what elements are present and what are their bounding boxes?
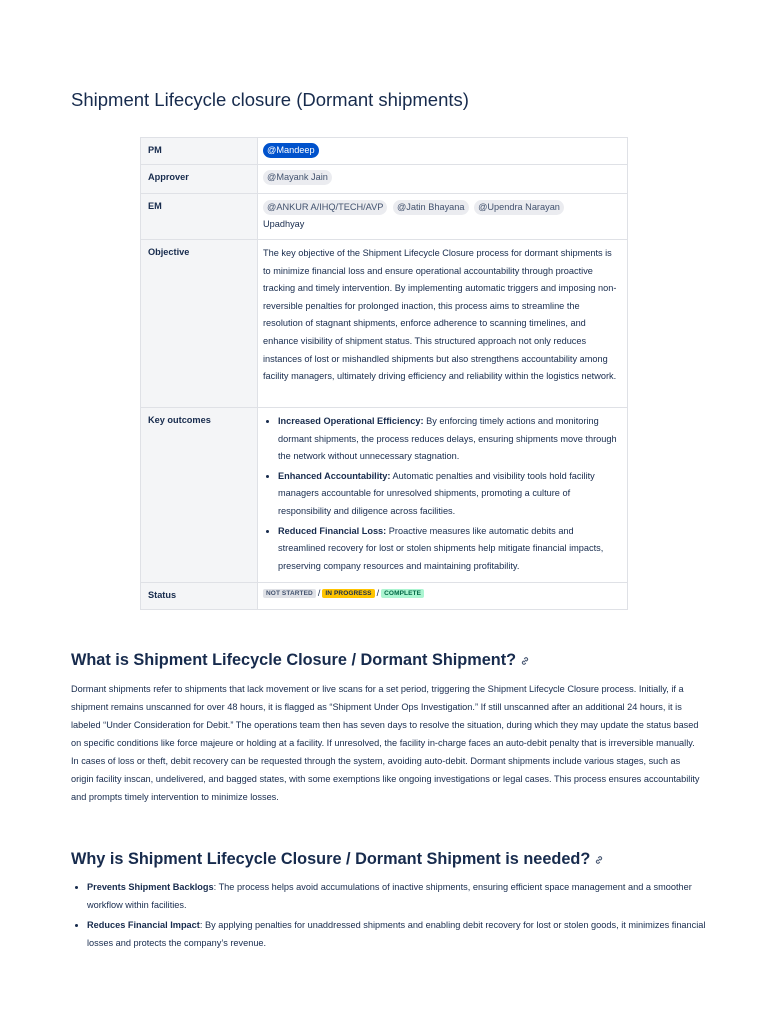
outcome-text: Automatic penalties and visibility tools hold facility managers accountable for unresolved shipments, promoting a culture of responsibility and diligence across facilities. <box>278 470 595 516</box>
user-mention-em-3[interactable]: @Upendra Narayan <box>474 200 564 215</box>
outcome-text: Proactive measures like automatic debits and streamlined recovery for lost or stolen shipments help mitigate financial impacts, preserving company resources and maintaining profitability. <box>278 525 604 571</box>
section-heading-why <box>71 850 604 869</box>
outcome-title: Reduced Financial Loss: <box>278 525 387 536</box>
section-heading-what <box>71 651 530 670</box>
status-badge-not-started: NOT STARTED <box>263 589 316 598</box>
table-row-pm <box>141 138 628 165</box>
need-title: Prevents Shipment Backlogs <box>87 882 214 892</box>
outcomes-list <box>263 413 621 575</box>
user-mention-em-3-continued[interactable]: Upadhyay <box>263 219 305 229</box>
section-body-what: Dormant shipments refer to shipments that lack movement or live scans for a set period, triggering the Shipment Lifecycle Closure process. Initially, if a shipment remains unscanned for over 48 hours, it is flagged as “Shipment Under Ops Investigation.” If still unscanned after an additional 24 hours, it is labeled “Under Consideration for Debit.” The operations team then has seven days to resolve the situation, during which they may update the status based on specific conditions like force majeure or holding at a facility. If unresolved, the facility in-charge faces an auto-debit penalty that is irreversible manually. In cases of loss or theft, debit recovery can be requested through the system, avoiding auto-debit. Dormant shipments include various stages, such as origin facility inscan, undelivered, and bagged states, with some exemptions like ongoing investigations or legal cases. This process ensures accountability and prompts timely intervention to minimize losses. <box>71 684 700 802</box>
objective-text: The key objective of the Shipment Lifecycle Closure process for dormant shipments is to minimize financial loss and ensure operational accountability through proactive tracking and timely intervention. By implementing automatic triggers and imposing non-reversible penalties for prolonged inaction, this process aims to streamline the resolution of stagnant shipments, enforce adherence to scanning timelines, and enhance visibility of shipment status. This structured approach not only reduces instances of lost or mishandled shipments but also strengthens accountability among facility managers, ultimately driving efficiency and reliability within the logistics network. <box>258 240 628 408</box>
list-item <box>278 523 621 576</box>
table-row-status <box>141 583 628 610</box>
need-text: : By applying penalties for unaddressed shipments and enabling debit recovery for lost or stolen goods, it minimizes financial losses and protects the company’s revenue. <box>87 920 706 948</box>
em-label: EM <box>141 194 258 240</box>
status-separator: / <box>317 588 321 598</box>
em-value <box>258 194 628 240</box>
table-row-objective <box>141 240 628 408</box>
key-outcomes-value <box>258 408 628 583</box>
user-mention-pm[interactable]: @Mandeep <box>263 143 319 158</box>
outcome-title: Increased Operational Efficiency: <box>278 416 424 426</box>
link-icon[interactable] <box>594 851 604 861</box>
needs-list <box>71 878 712 954</box>
status-badge-in-progress: IN PROGRESS <box>322 589 374 598</box>
page-properties-table <box>140 137 628 610</box>
status-value <box>258 583 628 610</box>
link-icon[interactable] <box>520 652 530 662</box>
outcome-text: By enforcing timely actions and monitoring dormant shipments, the process reduces delays, ensuring shipments move through the network without unnecessary stagnation. <box>278 416 617 462</box>
page-title: Shipment Lifecycle closure (Dormant shipments) <box>71 89 469 110</box>
approver-value <box>258 165 628 194</box>
need-text: : The process helps avoid accumulations of inactive shipments, ensuring efficient space management and a smoother workflow within facilities. <box>87 882 692 910</box>
objective-label: Objective <box>141 240 258 408</box>
list-item <box>278 413 621 466</box>
pm-label: PM <box>141 138 258 165</box>
outcome-title: Enhanced Accountability: <box>278 470 391 481</box>
section-heading-text: What is Shipment Lifecycle Closure / Dormant Shipment? <box>71 651 517 669</box>
need-title: Reduces Financial Impact <box>87 920 200 930</box>
table-row-em <box>141 194 628 240</box>
user-mention-em-1[interactable]: @ANKUR A/IHQ/TECH/AVP <box>263 200 387 215</box>
user-mention-em-2[interactable]: @Jatin Bhayana <box>393 200 469 215</box>
list-item <box>87 916 712 952</box>
status-badge-complete: COMPLETE <box>381 589 424 598</box>
table-row-key-outcomes <box>141 408 628 583</box>
user-mention-approver[interactable]: @Mayank Jain <box>263 170 332 185</box>
list-item <box>278 468 621 521</box>
section-heading-text: Why is Shipment Lifecycle Closure / Dormant Shipment is needed? <box>71 850 591 868</box>
list-item <box>87 878 712 914</box>
key-outcomes-label: Key outcomes <box>141 408 258 583</box>
status-separator: / <box>376 588 380 598</box>
pm-value <box>258 138 628 165</box>
approver-label: Approver <box>141 165 258 194</box>
status-label: Status <box>141 583 258 610</box>
table-row-approver <box>141 165 628 194</box>
